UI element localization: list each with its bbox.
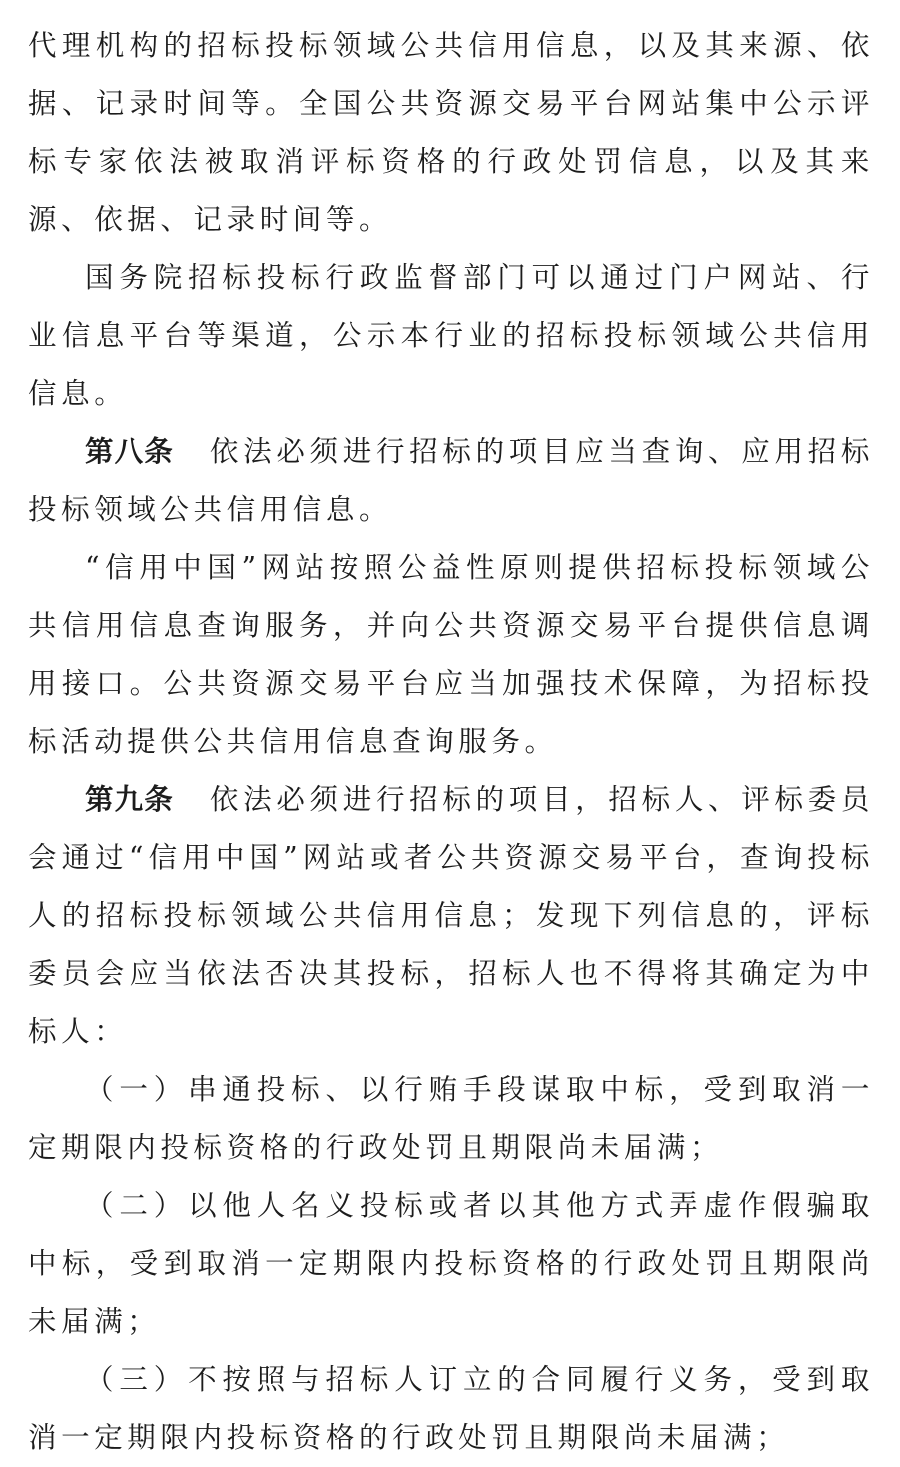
- list-item-3: [28, 1351, 874, 1467]
- paragraph-text: 代理机构的招标投标领域公共信用信息，以及其来源、依据、记录时间等。全国公共资源交易平台网站集中公示评标专家依法被取消评标资格的行政处罚信息，以及其来源、依据、记录时间等。: [28, 29, 874, 236]
- list-item-1: [28, 1061, 874, 1177]
- paragraph-text: （二）以他人名义投标或者以其他方式弄虚作假骗取中标，受到取消一定期限内投标资格的行政处罚且期限尚未届满；: [28, 1189, 874, 1338]
- paragraph-4: [28, 539, 874, 771]
- document-body: [28, 17, 874, 1467]
- paragraph-text: “信用中国”网站按照公益性原则提供招标投标领域公共信用信息查询服务，并向公共资源交易平台提供信息调用接口。公共资源交易平台应当加强技术保障，为招标投标活动提供公共信用信息查询服务。: [28, 551, 874, 758]
- list-item-2: [28, 1177, 874, 1351]
- paragraph-text: （一）串通投标、以行贿手段谋取中标，受到取消一定期限内投标资格的行政处罚且期限尚未届满；: [28, 1073, 874, 1164]
- article-9: [28, 771, 874, 1061]
- paragraph-text: 依法必须进行招标的项目，招标人、评标委员会通过“信用中国”网站或者公共资源交易平台，查询投标人的招标投标领域公共信用信息；发现下列信息的，评标委员会应当依法否决其投标，招标人也不得将其确定为中标人：: [28, 783, 874, 1048]
- paragraph-text: 依法必须进行招标的项目应当查询、应用招标投标领域公共信用信息。: [28, 435, 874, 526]
- paragraph-1: [28, 17, 874, 249]
- article-number: 第九条: [85, 783, 174, 816]
- paragraph-2: [28, 249, 874, 423]
- article-8: [28, 423, 874, 539]
- article-number: 第八条: [85, 435, 174, 468]
- paragraph-text: 国务院招标投标行政监督部门可以通过门户网站、行业信息平台等渠道，公示本行业的招标投标领域公共信用信息。: [28, 261, 874, 410]
- paragraph-text: （三）不按照与招标人订立的合同履行义务，受到取消一定期限内投标资格的行政处罚且期限尚未届满；: [28, 1363, 874, 1454]
